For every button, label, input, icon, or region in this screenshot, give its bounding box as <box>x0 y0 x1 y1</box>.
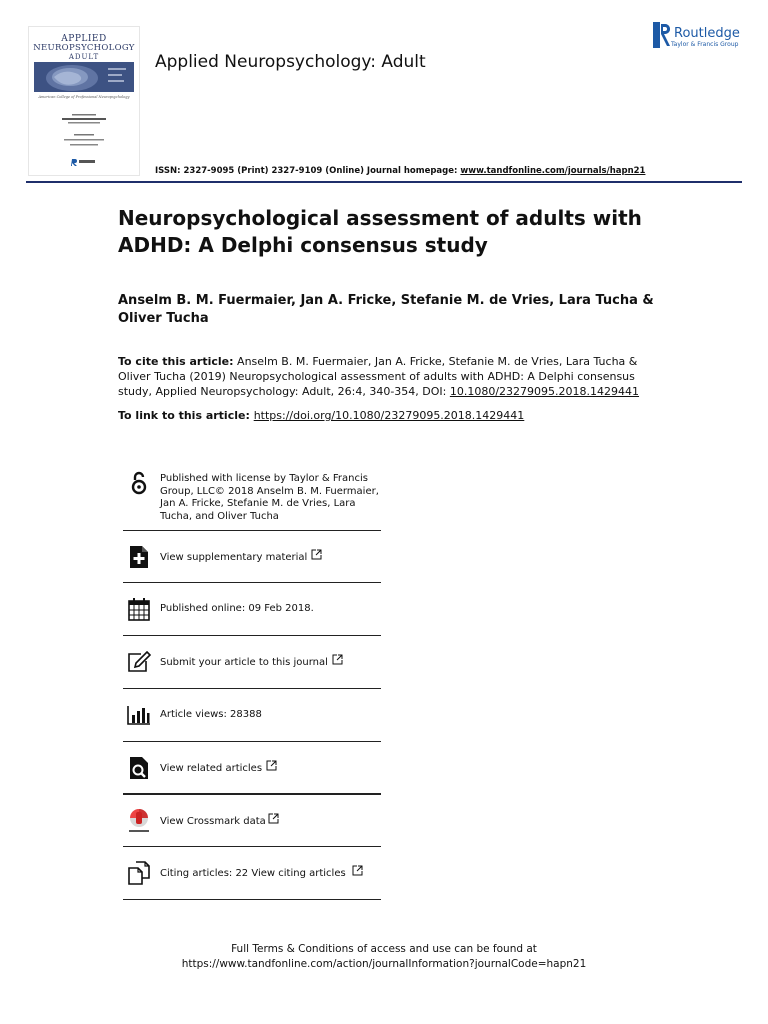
issn-line <box>155 166 645 176</box>
terms-line: Full Terms & Conditions of access and use can be found at <box>231 943 537 955</box>
calendar-icon <box>127 597 151 621</box>
edit-icon <box>127 650 151 674</box>
journal-title: Applied Neuropsychology: Adult <box>155 52 426 72</box>
citation-block <box>118 354 658 399</box>
routledge-logo <box>653 22 740 48</box>
cover-brain-image <box>34 62 134 92</box>
journal-cover-thumbnail <box>28 26 140 176</box>
citing-row[interactable] <box>123 847 381 900</box>
article-authors: Anselm B. M. Fuermaier, Jan A. Fricke, Stefanie M. de Vries, Lara Tucha & Oliver Tucha <box>118 293 654 326</box>
open-access-icon <box>127 471 151 495</box>
search-document-icon <box>127 756 151 780</box>
published-online-text: Published online: 09 Feb 2018. <box>160 602 314 614</box>
journal-homepage-link[interactable]: www.tandfonline.com/journals/hapn21 <box>460 166 646 176</box>
cover-title-line2: NEUROPSYCHOLOGY <box>33 43 135 53</box>
terms-url[interactable]: https://www.tandfonline.com/action/journalInformation?journalCode=hapn21 <box>181 958 587 970</box>
external-link-icon <box>311 549 322 565</box>
cite-label: To cite this article: <box>118 355 234 368</box>
cover-society: American College of Professional Neuropsychology <box>38 95 130 99</box>
article-title: Neuropsychological assessment of adults with ADHD: A Delphi consensus study <box>118 206 642 257</box>
cover-routledge-mark <box>29 158 139 168</box>
issn-text: ISSN: 2327-9095 (Print) 2327-9109 (Online) Journal homepage: <box>155 166 461 176</box>
license-row <box>123 466 381 531</box>
external-link-icon <box>266 760 277 776</box>
supplementary-row[interactable] <box>123 531 381 583</box>
doi-link[interactable]: 10.1080/23279095.2018.1429441 <box>449 385 640 398</box>
routledge-mark-icon <box>653 22 671 48</box>
article-views-text: Article views: 28388 <box>160 708 262 720</box>
supplementary-link[interactable]: View supplementary material <box>160 549 322 565</box>
crossmark-link[interactable]: View Crossmark data <box>160 813 279 829</box>
cover-title-line3: ADULT <box>68 53 100 61</box>
citing-documents-icon <box>127 861 151 885</box>
link-label: To link to this article: <box>118 409 254 422</box>
crossmark-row[interactable] <box>123 795 381 847</box>
related-row[interactable] <box>123 742 381 795</box>
cover-editor-lines <box>29 113 139 133</box>
add-file-icon <box>127 545 151 569</box>
article-link-line <box>118 409 524 422</box>
submit-article-link[interactable]: Submit your article to this journal <box>160 654 343 670</box>
article-doi-url[interactable]: https://doi.org/10.1080/23279095.2018.1429441 <box>253 409 525 422</box>
external-link-icon <box>352 865 363 881</box>
crossmark-icon <box>127 809 151 833</box>
citing-articles-link[interactable]: Citing articles: 22 View citing articles <box>160 865 363 881</box>
publisher-name: Routledge <box>674 26 740 41</box>
cover-title-line1: APPLIED <box>61 34 107 44</box>
related-articles-link[interactable]: View related articles <box>160 760 277 776</box>
published-row <box>123 583 381 636</box>
terms-footer <box>0 942 768 972</box>
header-divider <box>26 181 742 183</box>
external-link-icon <box>332 654 343 670</box>
article-info-list <box>123 466 381 900</box>
publisher-subtitle: Taylor & Francis Group <box>671 41 739 48</box>
bar-chart-icon <box>127 703 151 727</box>
external-link-icon <box>268 813 279 829</box>
views-row <box>123 689 381 742</box>
license-text: Published with license by Taylor & Francis Group, LLC© 2018 Anselm B. M. Fuermaier, Jan A. Fricke, Stefanie M. de Vries, Lara Tucha, and Oliver Tucha <box>160 473 379 522</box>
submit-row[interactable] <box>123 636 381 689</box>
cite-text: Anselm B. M. Fuermaier, Jan A. Fricke, Stefanie M. de Vries, Lara Tucha & Oliver Tucha (2019) Neuropsychological assessment of adults with ADHD: A Delphi consensus study, Applied Neuropsychology: Adult, 26:4, 340-354, DOI: <box>118 355 638 398</box>
cover-volume-lines <box>29 133 139 155</box>
